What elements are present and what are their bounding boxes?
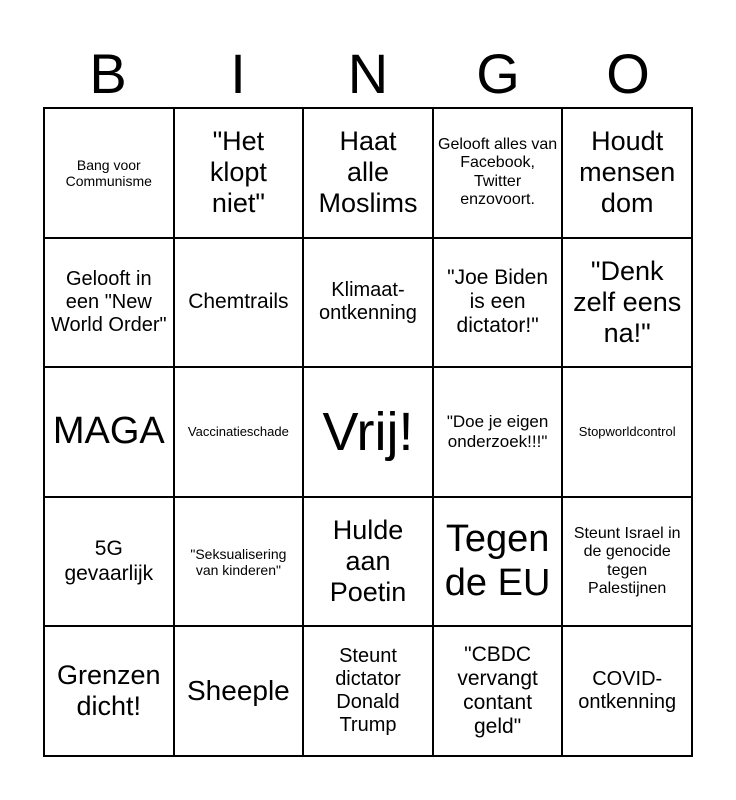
bingo-cell[interactable] <box>174 367 304 497</box>
cell-text: Gelooft in een "New World Order" <box>50 267 167 336</box>
header-letter-i: I <box>230 42 246 105</box>
bingo-cell[interactable] <box>433 626 563 756</box>
bingo-cell[interactable] <box>303 497 433 627</box>
cell-text: Sheeple <box>187 675 290 707</box>
cell-text: Haat alle Moslims <box>318 126 418 219</box>
bingo-header <box>43 40 693 108</box>
cell-text: Steunt Israel in de genocide tegen Palestijnen <box>573 524 681 597</box>
header-letter-g: G <box>476 42 520 105</box>
cell-text: Houdt mensen dom <box>579 126 676 219</box>
bingo-cell[interactable] <box>433 367 563 497</box>
bingo-cell[interactable] <box>562 626 692 756</box>
bingo-cell[interactable] <box>433 497 563 627</box>
bingo-cell[interactable] <box>44 108 174 238</box>
bingo-cell[interactable] <box>562 238 692 368</box>
bingo-cell[interactable] <box>303 108 433 238</box>
cell-text: Steunt dictator Donald Trump <box>335 645 401 737</box>
bingo-cell[interactable] <box>562 497 692 627</box>
free-space-cell[interactable] <box>303 367 433 497</box>
bingo-cell[interactable] <box>303 626 433 756</box>
cell-text: COVID-ontkenning <box>578 668 677 714</box>
bingo-cell[interactable] <box>303 238 433 368</box>
bingo-cell[interactable] <box>174 626 304 756</box>
cell-text: "CBDC vervangt contant geld" <box>457 642 538 739</box>
cell-text: MAGA <box>52 410 165 453</box>
bingo-cell[interactable] <box>174 497 304 627</box>
header-letter-b: B <box>89 42 127 105</box>
cell-text: 5G gevaarlijk <box>64 537 154 585</box>
bingo-grid <box>43 107 693 757</box>
bingo-cell[interactable] <box>562 367 692 497</box>
cell-text: Bang voor Communisme <box>65 156 152 189</box>
bingo-cell[interactable] <box>44 497 174 627</box>
cell-text: "Seksualisering van kinderen" <box>190 545 287 578</box>
cell-text: Hulde aan Poetin <box>329 515 407 608</box>
bingo-cell[interactable] <box>174 238 304 368</box>
cell-text: Tegen de EU <box>444 517 551 604</box>
cell-text: Gelooft alles van Facebook, Twitter enzovoort. <box>438 136 558 209</box>
bingo-cell[interactable] <box>44 626 174 756</box>
cell-text: "Joe Biden is een dictator!" <box>447 266 549 338</box>
cell-text: "Denk zelf eens na!" <box>573 255 682 348</box>
cell-text: Grenzen dicht! <box>57 660 161 722</box>
bingo-cell[interactable] <box>44 238 174 368</box>
cell-text: "Doe je eigen onderzoek!!!" <box>446 412 549 451</box>
bingo-cell[interactable] <box>433 108 563 238</box>
cell-text: Klimaat-ontkenning <box>319 279 417 325</box>
header-letter-o: O <box>606 42 650 105</box>
cell-text: Chemtrails <box>188 290 289 314</box>
bingo-cell[interactable] <box>433 238 563 368</box>
cell-text: Vaccinatieschade <box>187 423 289 439</box>
cell-text: Stopworldcontrol <box>578 423 676 439</box>
bingo-cell[interactable] <box>174 108 304 238</box>
bingo-cell[interactable] <box>562 108 692 238</box>
bingo-cell[interactable] <box>44 367 174 497</box>
free-space-text: Vrij! <box>322 401 414 462</box>
header-letter-n: N <box>347 42 389 105</box>
cell-text: "Het klopt niet" <box>209 126 267 219</box>
